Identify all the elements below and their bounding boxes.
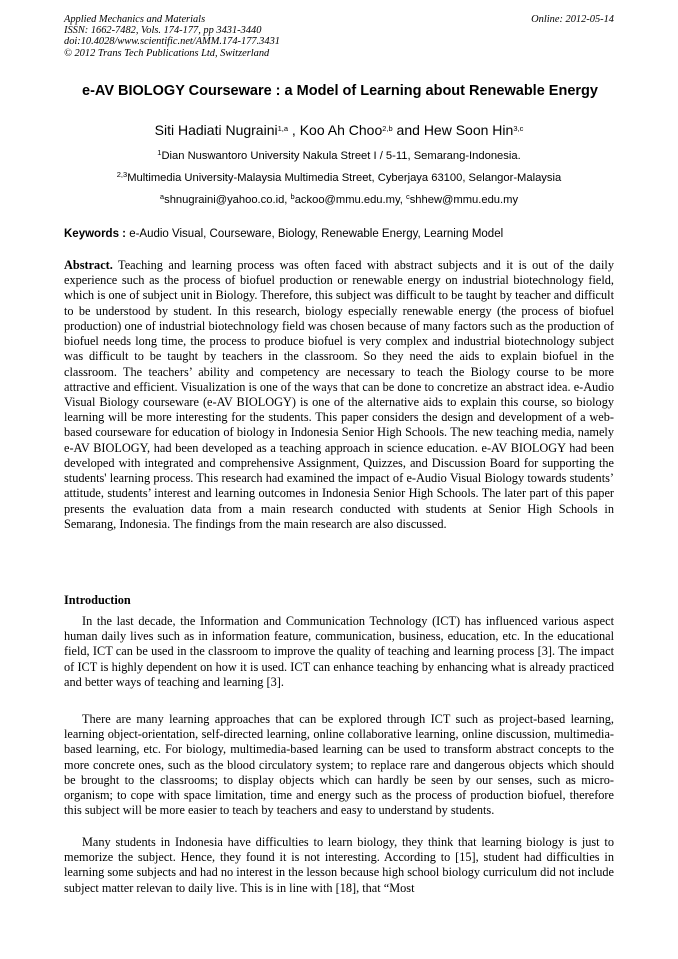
- journal-name: Applied Mechanics and Materials: [64, 14, 206, 25]
- intro-paragraph: Many students in Indonesia have difficulties to learn biology, they think that learning biology is just to memorize the subject. Hence, they found it is not interesting. According to [15], student had difficulties in learning some subjects and had no interest in the lesson because high school biology curriculum did not include subject matter relevan to daily live. This is in line with [18], that “Most: [64, 835, 614, 895]
- affiliation-marker: 2,3: [116, 170, 128, 179]
- keywords-label: Keywords :: [64, 228, 126, 240]
- abstract-label: Abstract.: [64, 258, 113, 272]
- email-link[interactable]: ackoo@mmu.edu.my,: [294, 194, 406, 206]
- affiliation-marker: 1: [157, 148, 162, 157]
- affiliation: [0, 172, 678, 184]
- author-affiliation-marker: 2,b: [382, 124, 393, 133]
- author-affiliation-marker: 3,c: [513, 124, 524, 133]
- email-marker: b: [290, 192, 295, 201]
- intro-paragraph: In the last decade, the Information and Communication Technology (ICT) has influenced various aspect human daily lives such as in information feature, communication, business, education, etc. In the educational field, ICT can be used in the classroom to improve the quality of teaching and learning process [3]. The impact of ICT is highly dependent on how it is used. ICT can enhance teaching by enhancing what is already practiced and better ways of teaching and learning [3].: [64, 614, 614, 689]
- issn-line: ISSN: 1662-7482, Vols. 174-177, pp 3431-3440: [64, 25, 262, 37]
- author-list: [0, 122, 678, 138]
- author-name: Koo Ah Choo: [299, 122, 383, 138]
- abstract-text: Teaching and learning process was often faced with abstract subjects and it is out of the daily experience such as the process of biofuel production or renewable energy on industrial biotechnology field, which is one of subject unit in Biology. Therefore, this subject was difficult to be taught by teacher and difficult to be understood by student. In this research, biology especially renewable energy (the process of biofuel production) one of industrial biotechnology field was chosen because of many factors such as the production of biofuel needs long time, the process to produce biofuel is very complex and industrial biotechnology subject was difficult to be taught by teachers in the classroom. So they need the aids to explain biofuel in the classroom. The teachers’ ability and competency are necessary to teach the Biology course to be more attractive and efficient. Visualization is one of the ways that can be done to concretize an abstract idea. e-Audio Visual Biology courseware (e-AV BIOLOGY) is one of the alternative aids to explain this course, so biology learning will be more interesting for the students. This paper considers the design and development of a web-based courseware for education of biology in Indonesia Senior High Schools. The new teaching media, namely e-AV BIOLOGY, had been developed as a teaching approach in science education. e-AV BIOLOGY had been developed with integrated and comprehensive Assignment, Quizzes, and Discussion Board for supporting the students' learning process. This research had examined the impact of e-Audio Visual Biology towards students’ attitude, students’ interest and learning outcomes in Indonesia Senior High Schools. The later part of this paper presents the evaluation data from a main research conducted with students at Senior High Schools in Semarang, Indonesia. The findings from the main research are also discussed.: [64, 258, 614, 531]
- keywords: [64, 228, 503, 240]
- affiliation-text: Dian Nuswantoro University Nakula Street I / 5-11, Semarang-Indonesia.: [161, 150, 521, 162]
- abstract: [64, 258, 614, 532]
- affiliation-text: Multimedia University-Malaysia Multimedia Street, Cyberjaya 63100, Selangor-Malaysia: [127, 172, 562, 184]
- email-link[interactable]: shhew@mmu.edu.my: [409, 194, 519, 206]
- email-marker: a: [159, 192, 165, 201]
- running-header: [64, 14, 280, 59]
- author-separator: ,: [288, 122, 300, 138]
- author-name: Siti Hadiati Nugraini: [154, 122, 278, 138]
- online-date: Online: 2012-05-14: [531, 14, 614, 25]
- copyright-line: © 2012 Trans Tech Publications Ltd, Switzerland: [64, 47, 270, 59]
- affiliation: [0, 150, 678, 162]
- email-link[interactable]: shnugraini@yahoo.co.id,: [164, 194, 291, 206]
- section-heading-introduction: Introduction: [64, 593, 131, 607]
- intro-paragraph: There are many learning approaches that can be explored through ICT such as project-based learning, learning object-orientation, self-directed learning, online collaborative learning, online discussion, multimedia-based learning, etc. For biology, multimedia-based learning can be used to transform abstract concepts to the more concrete ones, such as the blood circulatory system; to replace rare and dangerous objects which should be brought to the classrooms; to display objects which can hardly be seen by our senses, such as micro-organism; to cope with space limitation, time and energy such as the process of production biofuel, therefore this subject will be more easier to teach by teachers and easy to understand by students.: [64, 712, 614, 818]
- email-marker: c: [405, 192, 410, 201]
- doi-line: doi:10.4028/www.scientific.net/AMM.174-177.3431: [64, 36, 280, 48]
- author-separator: and: [392, 122, 424, 138]
- author-name: Hew Soon Hin: [423, 122, 514, 138]
- author-affiliation-marker: 1,a: [277, 124, 289, 133]
- keywords-text: e-Audio Visual, Courseware, Biology, Renewable Energy, Learning Model: [126, 228, 504, 240]
- author-emails: [0, 194, 678, 206]
- paper-title: e-AV BIOLOGY Courseware : a Model of Learning about Renewable Energy: [82, 83, 598, 99]
